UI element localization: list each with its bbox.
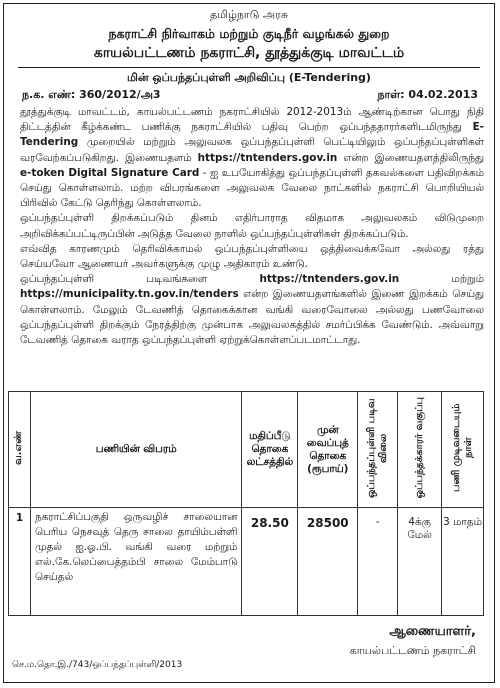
notice-date: நாள்: 04.02.2013 [377, 88, 478, 101]
text-run: ஒப்பந்தப்புள்ளி படிவங்களை [20, 273, 260, 286]
header-label: ஒப்பந்தக்காரர் வகுப்பு [413, 397, 425, 499]
paragraph-2: ஒப்பந்தப்புள்ளி திறக்கப்படும் தினம் எதிர்பாராத விதமாக அலுவலகம் விடுமுறை அறிவிக்கப்பட்டிருப்பின் அடுத்த வேலை நாளில் ஒப்பந்தப்புள்ளிகள் திறக்கப்படும். [20, 212, 484, 240]
cell-form-price: - [358, 508, 398, 616]
text-run: மற்றும் [399, 273, 484, 286]
signatory-office: காயல்பட்டணம் நகராட்சி [349, 644, 476, 657]
dsc-label: e-token Digital Signature Card [20, 166, 200, 179]
govt-header: தமிழ்நாடு அரசு [209, 8, 289, 21]
paragraph-4 [20, 272, 484, 348]
footer-code: செ.ம.தொ.இ./743/ஒப்பந்தப்புள்ளி/2013 [12, 660, 183, 670]
etendering-label: E-Tendering [20, 121, 484, 149]
tntenders-link[interactable]: https://tntenders.gov.in [197, 151, 338, 164]
text-run: தூத்துக்குடி மாவட்டம், காயல்பட்டணம் நகராட்சியில் 2012-2013ம் ஆண்டிற்கான பொது நிதி திட்டத்தின் கீழ்க்கண்ட பணிக்கு நகராட்சியில் பதிவு பெற்ற ஒப்பந்ததாரர்களிடமிருந்து [20, 106, 484, 134]
cell-deposit: 28500 [298, 508, 358, 616]
col-header-work: பணியின் விபரம் [30, 392, 241, 508]
reference-row [22, 88, 478, 103]
paragraph-1 [20, 105, 484, 211]
col-header-class [398, 392, 442, 508]
cell-estimate: 28.50 [242, 508, 298, 616]
text-run: என்ற இணையதளங்களில் இணை இறக்கம் செய்து கொள்ளலாம். மேலும் டேவணித் தொகைக்கான வங்கி வரைவோலை அல்லது பணவோலை ஒப்பந்தப்புள்ளி திறக்கும் நேரத்திற்கு முன்பாக அலுவலகத்தில் சமர்ப்பிக்க வேண்டும். அவ்வாறு டேவணித் தொகை வராத ஒப்பந்தப்புள்ளி ஏற்றுக்கொள்ளப்படமாட்டாது. [20, 288, 484, 347]
header-label: வ.எண் [13, 431, 25, 465]
col-header-deposit: முன் வைப்புத் தொகை (ரூபாய்) [298, 392, 358, 508]
table-header-row [9, 392, 484, 508]
col-header-period [442, 392, 484, 508]
col-header-estimate: மதிப்பீடு தொகை லட்சத்தில் [242, 392, 298, 508]
text-run: என்ற இணையதளத்திலிருந்து [337, 151, 485, 164]
signatory-title: ஆணையாளர், [389, 624, 476, 639]
municipality-header: காயல்பட்டணம் நகராட்சி, தூத்துக்குடி மாவட்டம் [93, 45, 405, 61]
header-label: பணி முடிவடையும் நாள் [450, 403, 474, 493]
tntenders-link[interactable]: https://tntenders.gov.in [259, 273, 400, 286]
reference-number: ந.க. எண்: 360/2012/அ3 [22, 88, 161, 101]
text-run: - ஐ உபயோகித்து ஒப்பந்தப்புள்ளி தகவல்களை பதிவிறக்கம் செய்து கொள்ளலாம். மற்ற விபரங்களை அலுவலக வேலை நாட்களில் நகராட்சி பொறியியல் பிரிவில் கேட்டு தெரிந்து கொள்ளலாம். [20, 166, 485, 210]
municipality-link[interactable]: https://municipality.tn.gov.in/tenders [20, 288, 239, 301]
cell-period: 3 மாதம் [442, 508, 484, 616]
cell-work: நகராட்சிப்பகுதி ஒருவழிச் சாலையான பெரிய நெசவுத் தெரு சாலை தாயிம்பள்ளி முதல் ஐ.ஓ.பி. வங்கி வரை மற்றும் எல்.கே.லெப்பைத்தம்பி சாலை மேம்பாடு செய்தல் [30, 508, 241, 616]
col-header-sno [9, 392, 31, 508]
department-header: நகராட்சி நிர்வாகம் மற்றும் குடிநீர் வழங்கல் துறை [108, 26, 390, 41]
paragraph-3: எவ்வித காரணமும் தெரிவிக்காமல் ஒப்பந்தப்புள்ளியை ஒத்திவைக்கவோ அல்லது ரத்து செய்யவோ ஆணையர் அவர்களுக்கு முழு அதிகாரம் உண்டு. [20, 242, 484, 271]
header-label: ஒப்பந்தப்புள்ளி படிவ விலை [365, 398, 389, 498]
text-run: முறையில் மற்றும் அலுவலக ஒப்பந்தப்புள்ளி பெட்டியிலும் ஒப்பந்தப்புள்ளிகள் வரவேற்கப்படுகிறது. இணையதளம் [20, 136, 484, 164]
notice-title: மின் ஒப்பந்தப்புள்ளி அறிவிப்பு (E-Tendering) [18, 67, 480, 86]
col-header-form-price [358, 392, 398, 508]
cell-class: 4க்கு மேல் [398, 508, 442, 616]
cell-sno: 1 [9, 508, 31, 616]
signature-block [350, 624, 476, 659]
table-row [9, 508, 484, 616]
notice-body [20, 105, 484, 348]
tender-table [8, 391, 484, 616]
